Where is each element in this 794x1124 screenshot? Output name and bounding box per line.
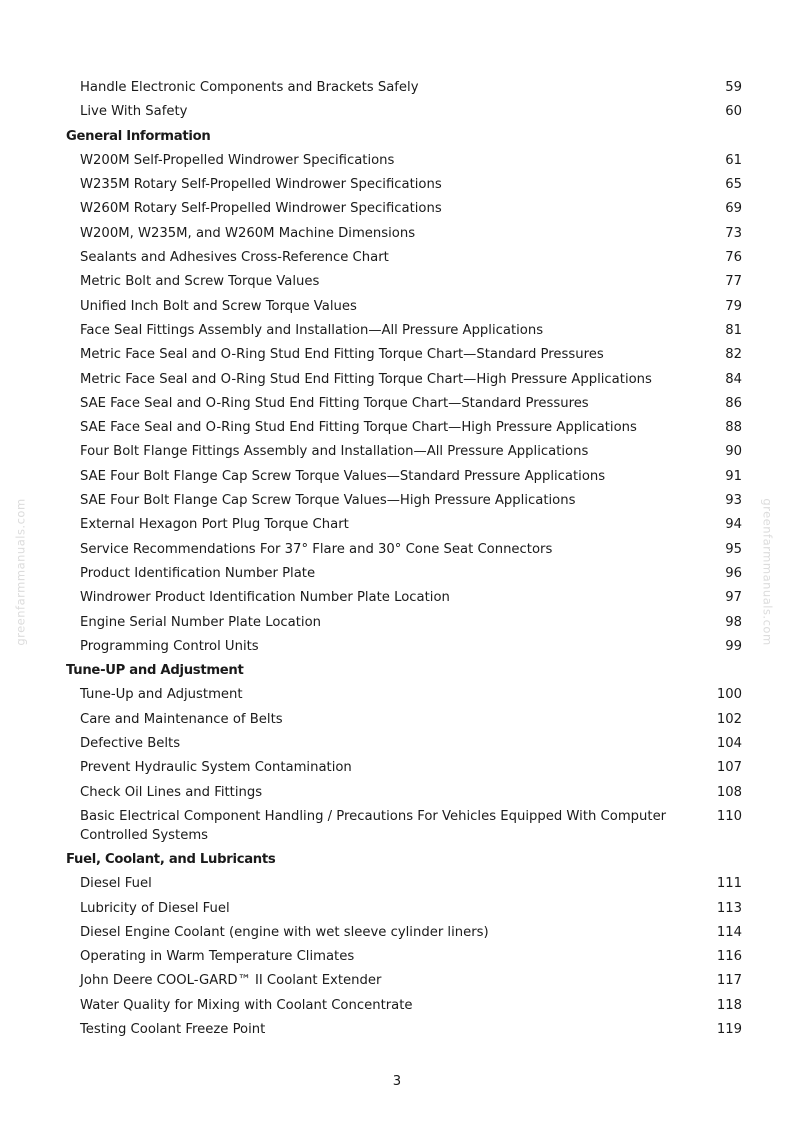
- toc-section-heading: [0, 127, 794, 151]
- entry-page-number: 102: [716, 711, 742, 727]
- entry-title: Defective Belts: [80, 736, 181, 752]
- entry-title: Metric Face Seal and O-Ring Stud End Fitting Torque Chart—High Pressure Applications: [80, 371, 652, 387]
- entry-page-number: 117: [716, 973, 742, 989]
- toc-section-heading: [0, 850, 794, 874]
- entry-page-number: 110: [716, 808, 742, 824]
- entry-page-number: 95: [725, 541, 742, 557]
- page-number: 3: [392, 1074, 402, 1089]
- entry-title: Sealants and Adhesives Cross-Reference Chart: [80, 250, 389, 266]
- entry-title: Water Quality for Mixing with Coolant Concentrate: [80, 997, 413, 1013]
- entry-title: SAE Four Bolt Flange Cap Screw Torque Values—Standard Pressure Applications: [80, 468, 606, 484]
- entry-page-number: 98: [725, 614, 742, 630]
- entry-page-number: 86: [725, 395, 742, 411]
- entry-title: W200M, W235M, and W260M Machine Dimensions: [80, 225, 416, 241]
- toc-entry[interactable]: [0, 102, 794, 126]
- toc-entry[interactable]: [0, 996, 794, 1020]
- entry-title: Face Seal Fittings Assembly and Installation—All Pressure Applications: [80, 322, 544, 338]
- toc-entry[interactable]: [0, 613, 794, 637]
- section-title: Fuel, Coolant, and Lubricants: [66, 851, 276, 867]
- entry-page-number: 88: [725, 420, 742, 436]
- entry-title: Tune-Up and Adjustment: [80, 687, 243, 703]
- toc-entry[interactable]: [0, 467, 794, 491]
- entry-title: Programming Control Units: [80, 638, 259, 654]
- entry-title: Live With Safety: [80, 104, 188, 120]
- toc-entry[interactable]: [0, 442, 794, 466]
- entry-title: External Hexagon Port Plug Torque Chart: [80, 517, 349, 533]
- entry-title: Service Recommendations For 37° Flare and 30° Cone Seat Connectors: [80, 541, 553, 557]
- toc-entry[interactable]: [0, 199, 794, 223]
- entry-title: Engine Serial Number Plate Location: [80, 614, 322, 630]
- watermark-left: greenfarmmanuals.com: [13, 498, 28, 646]
- entry-title: Product Identification Number Plate: [80, 565, 316, 581]
- toc-entry[interactable]: [0, 971, 794, 995]
- entry-page-number: 76: [725, 250, 742, 266]
- section-title: Tune-UP and Adjustment: [66, 663, 244, 679]
- entry-page-number: 69: [725, 201, 742, 217]
- entry-title: Diesel Engine Coolant (engine with wet sleeve cylinder liners): [80, 924, 489, 940]
- toc-entry[interactable]: [0, 685, 794, 709]
- entry-page-number: 60: [725, 104, 742, 120]
- entry-page-number: 99: [725, 638, 742, 654]
- entry-page-number: 93: [725, 493, 742, 509]
- entry-page-number: 116: [716, 949, 742, 965]
- entry-title: W200M Self-Propelled Windrower Specifications: [80, 152, 395, 168]
- entry-page-number: 79: [725, 298, 742, 314]
- toc-entry[interactable]: [0, 78, 794, 102]
- entry-title: Prevent Hydraulic System Contamination: [80, 760, 352, 776]
- toc-entry[interactable]: [0, 491, 794, 515]
- toc-entry[interactable]: [0, 710, 794, 734]
- entry-page-number: 94: [725, 517, 742, 533]
- entry-page-number: 100: [716, 687, 742, 703]
- entry-title: Care and Maintenance of Belts: [80, 711, 283, 727]
- watermark-right: greenfarmmanuals.com: [760, 498, 775, 646]
- toc-entry[interactable]: [0, 175, 794, 199]
- toc-entry[interactable]: [0, 418, 794, 442]
- entry-title: Diesel Fuel: [80, 876, 152, 892]
- toc-entry[interactable]: [0, 151, 794, 175]
- entry-page-number: 59: [725, 80, 742, 95]
- entry-page-number: 65: [725, 177, 742, 193]
- toc-entry[interactable]: [0, 783, 794, 807]
- toc-entry[interactable]: [0, 899, 794, 923]
- entry-title: W235M Rotary Self-Propelled Windrower Specifications: [80, 177, 442, 193]
- entry-page-number: 108: [716, 784, 742, 800]
- entry-title: Operating in Warm Temperature Climates: [80, 949, 355, 965]
- entry-title: Basic Electrical Component Handling / Precautions For Vehicles Equipped With Computer Controlled Systems: [80, 808, 667, 843]
- entry-title: Lubricity of Diesel Fuel: [80, 900, 230, 916]
- toc-entry[interactable]: [0, 807, 794, 850]
- toc-entry[interactable]: [0, 272, 794, 296]
- toc-entry[interactable]: [0, 923, 794, 947]
- toc-entry[interactable]: [0, 734, 794, 758]
- entry-title: Metric Face Seal and O-Ring Stud End Fitting Torque Chart—Standard Pressures: [80, 347, 604, 363]
- entry-page-number: 96: [725, 565, 742, 581]
- toc-entry[interactable]: [0, 297, 794, 321]
- entry-title: Unified Inch Bolt and Screw Torque Values: [80, 298, 357, 314]
- entry-page-number: 104: [716, 736, 742, 752]
- toc-entry[interactable]: [0, 1020, 794, 1044]
- entry-title: Check Oil Lines and Fittings: [80, 784, 263, 800]
- toc-entry[interactable]: [0, 564, 794, 588]
- entry-page-number: 114: [716, 924, 742, 940]
- entry-page-number: 119: [716, 1021, 742, 1037]
- toc-entry[interactable]: [0, 224, 794, 248]
- entry-title: John Deere COOL-GARD™ II Coolant Extender: [80, 973, 382, 989]
- entry-page-number: 84: [725, 371, 742, 387]
- entry-title: Testing Coolant Freeze Point: [80, 1021, 266, 1037]
- section-title: General Information: [66, 128, 211, 144]
- entry-page-number: 111: [716, 876, 742, 892]
- toc-entry[interactable]: [0, 540, 794, 564]
- entry-page-number: 113: [716, 900, 742, 916]
- toc-entry[interactable]: [0, 394, 794, 418]
- entry-page-number: 90: [725, 444, 742, 460]
- toc-entry[interactable]: [0, 515, 794, 539]
- entry-page-number: 77: [725, 274, 742, 290]
- entry-title: Handle Electronic Components and Brackets Safely: [80, 80, 419, 95]
- table-of-contents: [0, 78, 794, 1044]
- toc-entry[interactable]: [0, 588, 794, 612]
- entry-title: Windrower Product Identification Number Plate Location: [80, 590, 450, 606]
- entry-page-number: 73: [725, 225, 742, 241]
- entry-page-number: 91: [725, 468, 742, 484]
- toc-entry[interactable]: [0, 345, 794, 369]
- toc-entry[interactable]: [0, 947, 794, 971]
- entry-title: Metric Bolt and Screw Torque Values: [80, 274, 320, 290]
- toc-entry[interactable]: [0, 248, 794, 272]
- entry-page-number: 82: [725, 347, 742, 363]
- toc-entry[interactable]: [0, 758, 794, 782]
- entry-title: Four Bolt Flange Fittings Assembly and Installation—All Pressure Applications: [80, 444, 589, 460]
- entry-page-number: 118: [716, 997, 742, 1013]
- toc-entry[interactable]: [0, 370, 794, 394]
- entry-title: W260M Rotary Self-Propelled Windrower Specifications: [80, 201, 442, 217]
- entry-title: SAE Four Bolt Flange Cap Screw Torque Values—High Pressure Applications: [80, 493, 576, 509]
- toc-section-heading: [0, 661, 794, 685]
- entry-page-number: 61: [725, 152, 742, 168]
- entry-title: SAE Face Seal and O-Ring Stud End Fitting Torque Chart—Standard Pressures: [80, 395, 589, 411]
- entry-page-number: 97: [725, 590, 742, 606]
- entry-title: SAE Face Seal and O-Ring Stud End Fitting Torque Chart—High Pressure Applications: [80, 420, 637, 436]
- entry-page-number: 107: [716, 760, 742, 776]
- toc-entry[interactable]: [0, 321, 794, 345]
- toc-entry[interactable]: [0, 874, 794, 898]
- entry-page-number: 81: [725, 322, 742, 338]
- toc-entry[interactable]: [0, 637, 794, 661]
